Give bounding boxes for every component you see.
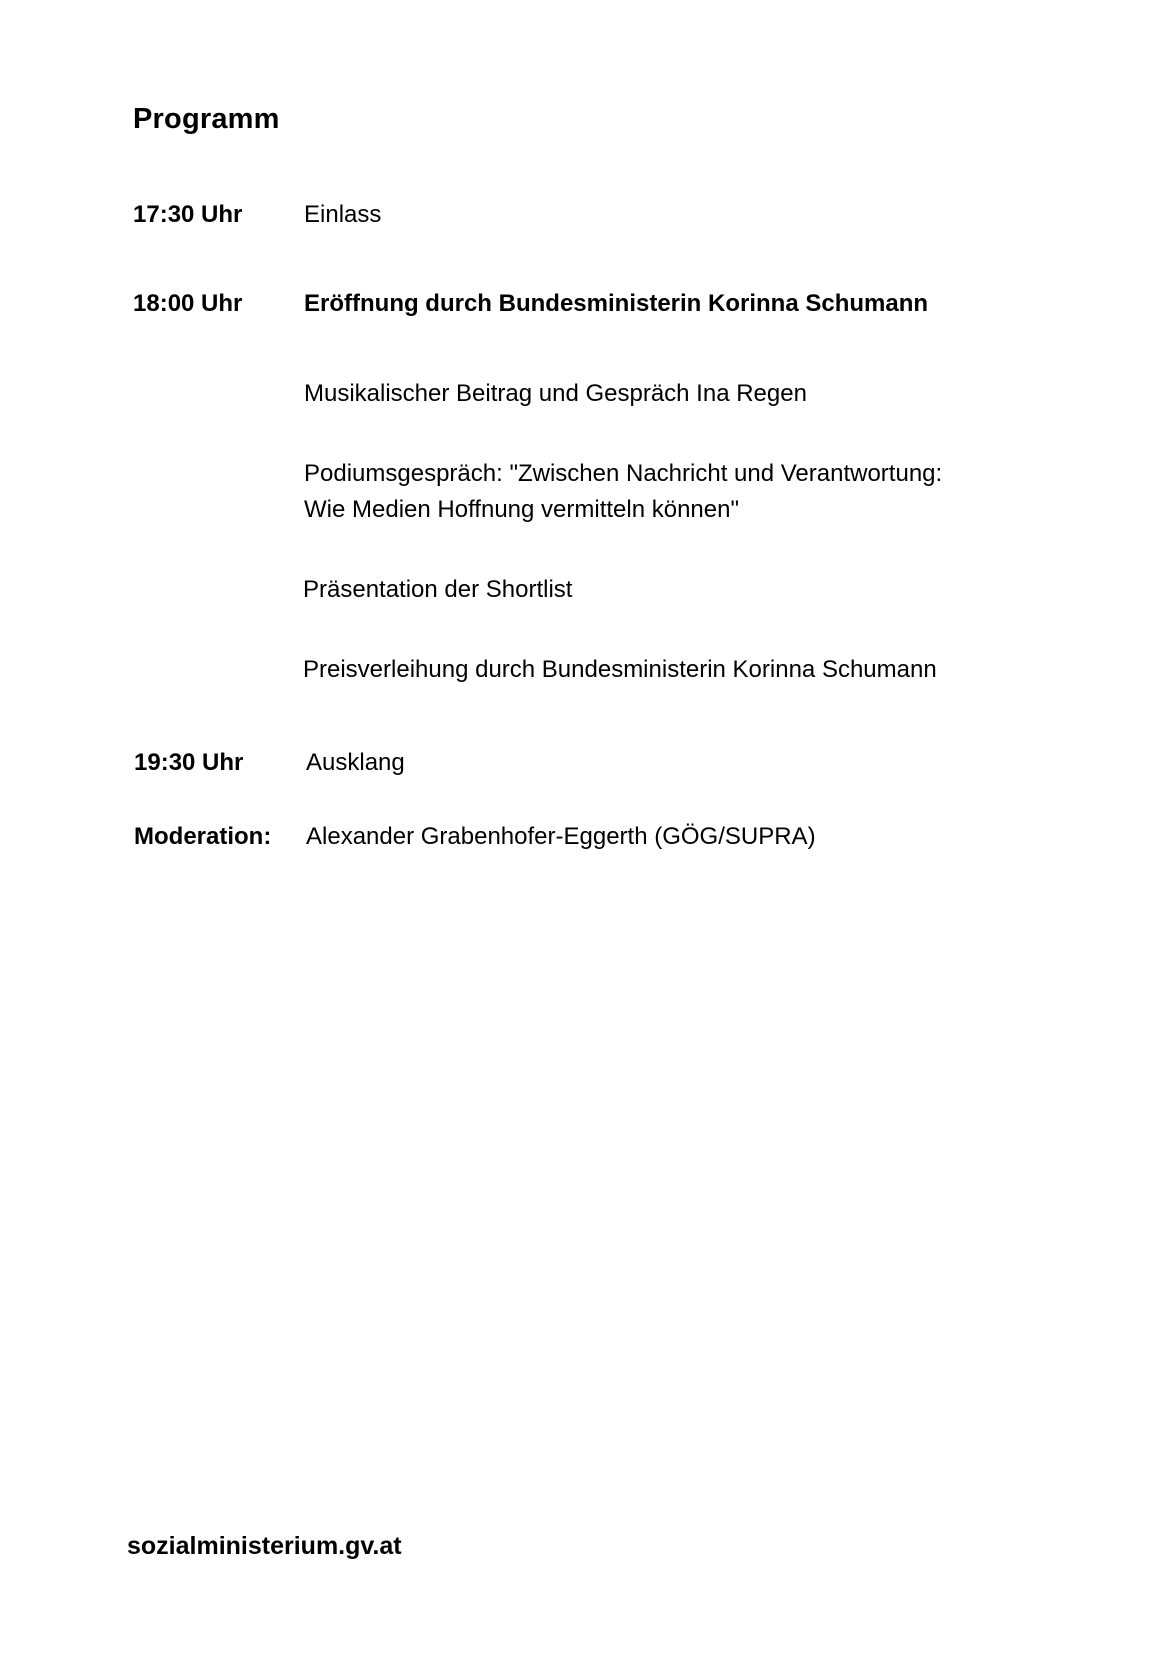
- schedule-time-1800: 18:00 Uhr: [133, 290, 243, 317]
- schedule-time-1930: 19:30 Uhr: [134, 749, 244, 776]
- schedule-time-1730: 17:30 Uhr: [133, 201, 243, 228]
- schedule-item-eroeffnung: Eröffnung durch Bundesministerin Korinna Schumann: [304, 290, 929, 317]
- page-title: Programm: [133, 103, 280, 135]
- schedule-item-podiumsgespraech-line-1: Podiumsgespräch: "Zwischen Nachricht und Verantwortung:: [304, 460, 943, 487]
- moderation-label: Moderation:: [134, 823, 272, 850]
- footer-url: sozialministerium.gv.at: [127, 1532, 402, 1560]
- schedule-item-preisverleihung: Preisverleihung durch Bundesministerin Korinna Schumann: [303, 656, 937, 683]
- schedule-item-praesentation-shortlist: Präsentation der Shortlist: [303, 576, 573, 603]
- schedule-item-podiumsgespraech-line-2: Wie Medien Hoffnung vermitteln können": [304, 496, 739, 523]
- schedule-item-musikalischer-beitrag: Musikalischer Beitrag und Gespräch Ina Regen: [304, 380, 807, 407]
- schedule-item-einlass: Einlass: [304, 201, 382, 228]
- moderation-name: Alexander Grabenhofer-Eggerth (GÖG/SUPRA): [306, 823, 816, 850]
- schedule-item-ausklang: Ausklang: [306, 749, 405, 776]
